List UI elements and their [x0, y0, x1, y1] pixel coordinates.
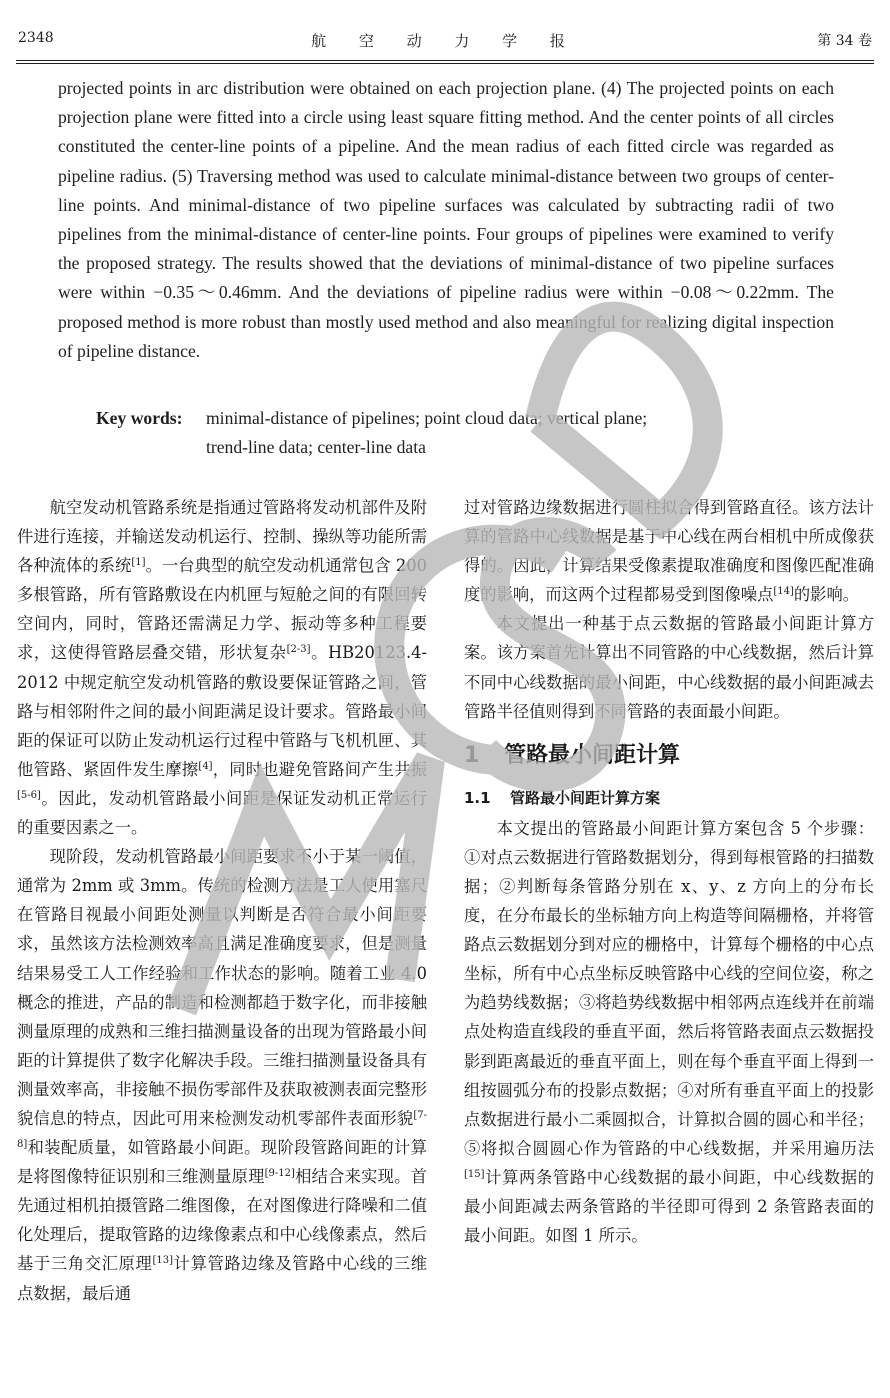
body-paragraph: 过对管路边缘数据进行圆柱拟合得到管路直径。该方法计算的管路中心线数据是基于中心线在两台相机中所成像获得的。因此，计算结果受像素提取准确度和图像匹配准确度的影响，而这两个过程都易受到图像噪点[14]的影响。 — [464, 498, 874, 605]
journal-title: 航 空 动 力 学 报 — [311, 32, 579, 50]
keywords-label: Key words: — [96, 408, 183, 428]
citation: [14] — [773, 586, 794, 598]
citation: [5-6] — [17, 789, 41, 801]
body-paragraph: 本文提出的管路最小间距计算方案包含 5 个步骤：①对点云数据进行管路数据划分，得到每根管路的扫描数据；②判断每条管路分别在 x、y、z 方向上的分布长度，在分布最长的坐标轴方向上构造等间隔栅格，并将管路点云数据划分到对应的栅格中，计算每个栅格的中心点坐标，所有中心点坐标反映管路中心线的空间位姿，称之为趋势线数据；③将趋势线数据中相邻两点连线并在前端点处构造直线段的垂直平面，然后将管路表面点云数据投影到距离最近的垂直平面上，则在每个垂直平面上得到一组按圆弧分布的投影点数据；④对所有垂直平面上的投影点数据进行最小二乘圆拟合，计算拟合圆的圆心和半径；⑤将拟合圆圆心作为管路的中心线数据，并采用遍历法[15]计算两条管路中心线数据的最小间距，中心线数据的最小间距减去两条管路的半径即可得到 2 条管路表面的最小间距。如图 1 所示。 — [464, 818, 874, 1246]
english-abstract: projected points in arc distribution were obtained on each projection plane. (4) The projected points on each projection plane were fitted into a circle using least square fitting method. And the center points of all circles constituted the center-line points of a pipeline. And the mean radius of each fitted circle was regarded as pipeline radius. (5) Traversing method was used to calculate minimal-distance between two groups of center-line points. And minimal-distance of two pipeline surfaces was calculated by subtracting radii of two pipelines from the minimal-distance of center-line points. Four groups of pipelines were examined to verify the proposed strategy. The results showed that the deviations of minimal-distance of two pipeline surfaces were within −0.35～0.46mm. And the deviations of pipeline radius were within −0.08～0.22mm. The proposed method is more robust than mostly used method and also meaningful for realizing digital inspection of pipeline distance. — [58, 78, 834, 361]
citation: [13] — [152, 1255, 173, 1267]
running-header — [16, 22, 874, 58]
header-rule-bottom — [16, 63, 874, 64]
volume-label: 第 34 卷 — [817, 33, 872, 49]
citation: [2-3] — [286, 644, 311, 656]
citation: [7-8] — [17, 1109, 427, 1151]
citation: [4] — [198, 760, 213, 772]
subsection-heading: 1.1 管路最小间距计算方案 — [464, 788, 661, 807]
citation: [9-12] — [264, 1168, 295, 1180]
body-paragraph: 本文提出一种基于点云数据的管路最小间距计算方案。该方案首先计算出不同管路的中心线数据，然后计算不同中心线数据的最小间距，中心线数据的最小间距减去管路半径值则得到不同管路的表面最小间距。 — [464, 614, 874, 721]
keywords-line-1: minimal-distance of pipelines; point cloud data; vertical plane; — [206, 408, 648, 428]
body-paragraph: 航空发动机管路系统是指通过管路将发动机部件及附件进行连接，并输送发动机运行、控制、操纵等功能所需各种流体的系统[1]。一台典型的航空发动机通常包含 200 多根管路，所有管路敷设在内机匣与短舱之间的有限回转空间内，同时，管路还需满足力学、振动等多种工程要求，这使得管路层叠交错，形状复杂[2-3]。HB20123.4-2012 中规定航空发动机管路的敷设要保证管路之间，管路与相邻附件之间的最小间距满足设计要求。管路最小间距的保证可以防止发动机运行过程中管路与飞机机匣、其他管路、紧固件发生摩擦[4]，同时也避免管路间产生共振[5-6]。因此，发动机管路最小间距是保证发动机正常运行的重要因素之一。 — [17, 498, 427, 838]
body-paragraph: 现阶段，发动机管路最小间距要求不小于某一阈值，通常为 2mm 或 3mm。传统的检测方法是工人使用塞尺在管路目视最小间距处测量以判断是否符合最小间距要求，虽然该方法检测效率高且满足准确度要求，但是测量结果易受工人工作经验和工作状态的影响。随着工业 4.0 概念的推进，产品的制造和检测都趋于数字化，而非接触测量原理的成熟和三维扫描测量设备的出现为管路最小间距的计算提供了数字化解决手段。三维扫描测量设备具有测量效率高，非接触不损伤零部件及获取被测表面完整形貌信息的特点，因此可用来检测发动机零部件表面形貌[7-8]和装配质量，如管路最小间距。现阶段管路间距的计算是将图像特征识别和三维测量原理[9-12]相结合来实现。首先通过相机拍摄管路二维图像，在对图像进行降噪和二值化处理后，提取管路的边缘像素点和中心线像素点，然后基于三角交汇原理[13]计算管路边缘及管路中心线的三维点数据，最后通 — [17, 847, 427, 1303]
left-column — [17, 493, 427, 1308]
section-heading: 1 管路最小间距计算 — [464, 742, 681, 768]
citation: [1] — [131, 557, 146, 569]
page-number: 2348 — [18, 30, 54, 46]
keywords-line-2: trend-line data; center-line data — [206, 437, 426, 457]
header-rule-top — [16, 60, 874, 61]
citation: [15] — [464, 1168, 485, 1180]
right-column — [464, 493, 874, 1250]
